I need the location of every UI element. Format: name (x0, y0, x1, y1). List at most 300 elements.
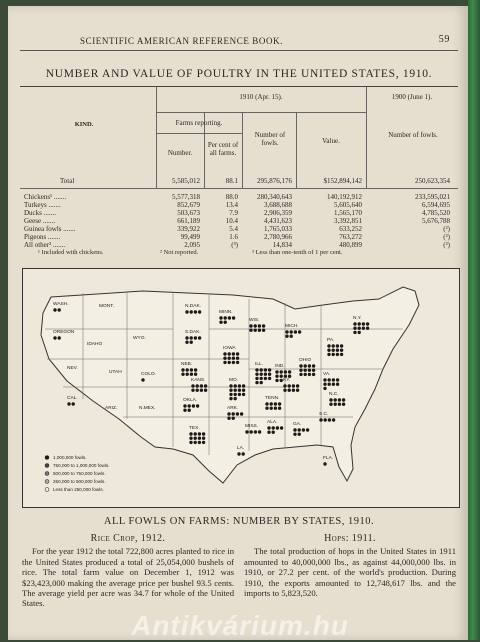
fowl-dot (293, 428, 296, 431)
fowl-dot (202, 432, 205, 435)
state-label: N.MEX. (139, 406, 156, 411)
fowl-dot (240, 412, 243, 415)
fowl-dot (194, 310, 197, 313)
row-fowls: 2,780,966 (264, 233, 292, 241)
fowl-dot (183, 409, 186, 412)
fowl-dot (329, 403, 332, 406)
fowl-dot (362, 327, 365, 330)
fowl-dot (262, 324, 265, 327)
fowl-dot (190, 310, 193, 313)
table-row (20, 217, 458, 225)
group-1910-header: 1910 (Apr. 15). (239, 93, 283, 101)
fowl-dot (285, 330, 288, 333)
footnote-1: ¹ Included with chickens. (38, 249, 104, 256)
fowl-dot (274, 402, 277, 405)
row-kind: Ducks ....... (24, 209, 56, 217)
fowl-dot (198, 310, 201, 313)
fowl-dot (186, 368, 189, 371)
fowl-dot (336, 353, 339, 356)
fowl-dot (323, 383, 326, 386)
fowl-dot (181, 368, 184, 371)
fowl-dot (358, 327, 361, 330)
fowl-dot (242, 389, 245, 392)
fowl-dot (183, 404, 186, 407)
row-value: 3,392,851 (334, 217, 362, 225)
fowl-dot (232, 417, 235, 420)
fowl-dot (255, 368, 258, 371)
fowl-dot (236, 357, 239, 360)
row-value: 480,899 (339, 241, 362, 249)
fowl-dot (312, 373, 315, 376)
fowl-dot (200, 389, 203, 392)
state-label: NEV. (67, 366, 78, 371)
state-label: IDAHO (87, 342, 103, 347)
page-number: 59 (438, 34, 450, 45)
state-label: IOWA (223, 346, 236, 351)
fowl-dot (342, 398, 345, 401)
row-fowls-1900: (²) (443, 241, 450, 249)
fowl-dot (198, 336, 201, 339)
fowl-dot (194, 373, 197, 376)
fowl-dot (249, 329, 252, 332)
fowl-dot (275, 379, 278, 382)
row-value: 5,605,640 (334, 201, 362, 209)
fowl-dot (332, 383, 335, 386)
fowl-dot (336, 378, 339, 381)
state-label: ARIZ. (105, 406, 118, 411)
fowl-dot (275, 370, 278, 373)
fowl-dot (245, 430, 248, 433)
fowl-dot (188, 409, 191, 412)
table-title: NUMBER AND VALUE OF POULTRY IN THE UNITED STATES, 1910. (45, 68, 433, 80)
fowl-dot (327, 344, 330, 347)
fowl-dot (270, 402, 273, 405)
poultry-map (22, 268, 460, 508)
fowl-dot (328, 383, 331, 386)
fowl-dot (229, 397, 232, 400)
state-label: N.DAK. (185, 304, 201, 309)
fowl-dot (290, 335, 293, 338)
fowl-dot (304, 373, 307, 376)
fowl-dot (185, 341, 188, 344)
fowl-dot (190, 341, 193, 344)
table-row (20, 225, 458, 233)
fowl-dot (328, 418, 331, 421)
fowl-dot (242, 452, 245, 455)
fowl-dot (324, 418, 327, 421)
total-fowls-1900: 250,623,354 (415, 177, 450, 185)
fowl-dot (278, 407, 281, 410)
fowl-dot (276, 426, 279, 429)
fowl-dot (250, 430, 253, 433)
state-label: CAL. (67, 396, 78, 401)
fowl-dot (238, 384, 241, 387)
fowl-dot (260, 368, 263, 371)
fowl-dot (228, 357, 231, 360)
fowl-dot (255, 377, 258, 380)
fowl-dot (264, 368, 267, 371)
fowl-dot (358, 322, 361, 325)
row-number: 661,189 (177, 217, 200, 225)
fowl-dot (283, 384, 286, 387)
us-map-svg (23, 269, 459, 507)
fowl-dot (188, 404, 191, 407)
fowl-dot (260, 373, 263, 376)
legend-marker (45, 472, 49, 476)
state-label: OREGON (53, 330, 75, 335)
fowl-dot (323, 387, 326, 390)
poultry-table (20, 86, 458, 249)
rice-article (22, 534, 234, 609)
state-label: LA. (237, 446, 245, 451)
fowl-dot (264, 373, 267, 376)
state-label: MICH. (285, 324, 299, 329)
fowl-dot (299, 364, 302, 367)
fowl-dot (267, 431, 270, 434)
row-percent: 1.6 (229, 233, 238, 241)
state-label: MINN. (219, 310, 233, 315)
fowl-dot (258, 430, 261, 433)
fowl-dot (223, 357, 226, 360)
fowl-dot (191, 389, 194, 392)
fowl-dot (234, 384, 237, 387)
fowl-dot (308, 369, 311, 372)
row-percent: 10.4 (225, 217, 238, 225)
fowl-dot (362, 322, 365, 325)
state-label: WIS. (249, 318, 260, 323)
fowl-dot (224, 316, 227, 319)
fowl-dot (58, 308, 61, 311)
row-fowls: 280,340,643 (257, 193, 292, 201)
fowl-dot (268, 368, 271, 371)
row-number: 339,922 (177, 225, 200, 233)
farms-reporting-header: Farms reporting. (175, 119, 223, 127)
fowl-dot (255, 381, 258, 384)
fowl-dot (280, 370, 283, 373)
fowl-dot (260, 377, 263, 380)
fowl-dot (254, 329, 257, 332)
fowl-dot (323, 378, 326, 381)
map-caption: ALL FOWLS ON FARMS: NUMBER BY STATES, 1910. (103, 516, 375, 527)
fowl-dot (189, 437, 192, 440)
fowl-dot (141, 378, 144, 381)
fowl-dot (196, 389, 199, 392)
state-label: S.DAK. (185, 330, 201, 335)
row-kind: Pigeons ....... (24, 233, 61, 241)
fowl-dot (293, 433, 296, 436)
fowl-dot (366, 322, 369, 325)
row-fowls: 2,906,359 (264, 209, 292, 217)
book-cover-edge (468, 0, 480, 640)
fowl-dot (194, 441, 197, 444)
fowl-dot (204, 389, 207, 392)
legend-label: 250,000 to 500,000 fowls. (53, 479, 106, 484)
value-header: Value. (322, 137, 340, 145)
fowl-dot (274, 407, 277, 410)
row-value: 1,565,170 (334, 209, 362, 217)
table-row (20, 193, 458, 201)
row-kind: Turkeys ....... (24, 201, 61, 209)
fowl-dot (328, 378, 331, 381)
fowl-dot (58, 336, 61, 339)
state-label: MISS. (245, 424, 259, 429)
fowl-dot (232, 361, 235, 364)
fowl-dot (236, 361, 239, 364)
fowl-dot (288, 384, 291, 387)
fowl-dot (242, 393, 245, 396)
fowl-dot (298, 330, 301, 333)
fowl-dot (196, 384, 199, 387)
fowl-dot (72, 402, 75, 405)
fowl-dot (332, 344, 335, 347)
total-label: Total (60, 177, 75, 185)
state-label: OKLA. (183, 398, 198, 403)
fowl-dot (67, 402, 70, 405)
fowl-dot (262, 329, 265, 332)
state-label: N.Y. (353, 316, 362, 321)
fowl-dot (192, 404, 195, 407)
fowl-dot (332, 349, 335, 352)
fowl-dot (204, 384, 207, 387)
total-value: $152,894,142 (323, 177, 362, 185)
fowl-dot (234, 393, 237, 396)
fowl-dot (53, 308, 56, 311)
fowl-dot (189, 432, 192, 435)
fowl-dot (234, 397, 237, 400)
fowl-dot (232, 357, 235, 360)
row-number: 503,673 (177, 209, 200, 217)
legend-marker (45, 464, 49, 468)
fowl-dot (340, 349, 343, 352)
fowl-dot (268, 373, 271, 376)
total-percent: 88.1 (225, 177, 238, 185)
hops-article (244, 534, 456, 598)
fowl-dot (340, 353, 343, 356)
fowl-dot (288, 370, 291, 373)
state-label: TENN. (265, 396, 280, 401)
state-label: ALA. (267, 420, 278, 425)
fowl-dot (190, 368, 193, 371)
fowl-dot (200, 384, 203, 387)
fowl-dot (194, 336, 197, 339)
fowl-dot (228, 361, 231, 364)
footnote-2: ² Not reported. (160, 249, 199, 256)
state-label: IND. (275, 364, 285, 369)
fowl-dot (194, 368, 197, 371)
row-kind: Geese ....... (24, 217, 56, 225)
fowl-dot (254, 324, 257, 327)
running-head (20, 36, 458, 51)
row-value: 763,272 (339, 233, 362, 241)
state-label: KY. (283, 378, 291, 383)
book-page (8, 6, 468, 640)
fowl-dot (229, 393, 232, 396)
fowl-dot (336, 344, 339, 347)
legend-label: Less than 250,000 fowls. (53, 487, 104, 492)
fowl-dot (53, 336, 56, 339)
fowl-dot (292, 389, 295, 392)
state-label: WASH. (53, 302, 69, 307)
fowl-dot (219, 316, 222, 319)
state-label: MO. (229, 378, 239, 383)
row-percent: 7.9 (229, 209, 238, 217)
fowl-dot (275, 375, 278, 378)
row-fowls: 14,834 (272, 241, 292, 249)
table-row (20, 241, 458, 249)
row-value: 140,192,912 (327, 193, 362, 201)
legend-label: 500,000 to 750,000 fowls. (53, 471, 106, 476)
state-label: KANS. (191, 378, 206, 383)
fowl-dot (284, 370, 287, 373)
map-legend (45, 455, 109, 492)
hops-heading: Hops: 1911. (324, 533, 376, 544)
state-label: GA. (293, 422, 302, 427)
fowl-dot (264, 377, 267, 380)
row-fowls-1900: (²) (443, 233, 450, 241)
state-label: FLA. (323, 456, 334, 461)
row-number: 5,577,318 (172, 193, 200, 201)
state-label: MONT. (99, 304, 114, 309)
row-fowls-1900: 233,595,021 (415, 193, 450, 201)
fowl-dot (329, 398, 332, 401)
percent-header: Per cent of all farms. (207, 141, 239, 157)
fowl-dot (332, 378, 335, 381)
fowl-dot (237, 452, 240, 455)
fowl-dot (242, 384, 245, 387)
state-label: NEB. (181, 362, 193, 367)
row-kind: All other³ ....... (24, 241, 66, 249)
state-label: OHIO (299, 358, 312, 363)
footnotes (20, 249, 458, 259)
fowl-dot (232, 352, 235, 355)
fowl-dot (306, 428, 309, 431)
fowl-dot (228, 316, 231, 319)
fowl-dot (283, 389, 286, 392)
fowl-dot (190, 373, 193, 376)
fowl-dot (298, 433, 301, 436)
fowl-dot (186, 373, 189, 376)
row-percent: 13.4 (225, 201, 238, 209)
fowl-dot (219, 321, 222, 324)
row-number: 2,095 (184, 241, 200, 249)
fowl-dot (181, 373, 184, 376)
row-fowls-1900: 4,785,520 (422, 209, 450, 217)
fowl-dot (353, 322, 356, 325)
fowl-dot (280, 426, 283, 429)
fowl-dot (229, 384, 232, 387)
state-label: VA. (323, 372, 331, 377)
fowl-dot (198, 432, 201, 435)
fowl-dot (265, 407, 268, 410)
fowl-dot (366, 327, 369, 330)
row-number: 852,679 (177, 201, 200, 209)
fowl-dot (319, 418, 322, 421)
fowl-dot (327, 349, 330, 352)
fowl-dot (334, 398, 337, 401)
fowl-dot (323, 462, 326, 465)
fowl-dot (342, 403, 345, 406)
group-1900-header: 1900 (June 1). (391, 93, 433, 101)
fowl-dot (294, 330, 297, 333)
footnote-3: ³ Less than one-tenth of 1 per cent. (252, 249, 343, 256)
fowl-dot (332, 418, 335, 421)
fowl-dot (236, 352, 239, 355)
fowl-dot (202, 441, 205, 444)
fowl-dot (258, 329, 261, 332)
fowl-dot (232, 412, 235, 415)
fowl-dot (185, 310, 188, 313)
fowl-dot (227, 412, 230, 415)
fowl-dot (296, 384, 299, 387)
fowl-dot (308, 364, 311, 367)
legend-marker (45, 456, 49, 460)
row-fowls-1900: 5,676,788 (422, 217, 450, 225)
fowl-dot (278, 402, 281, 405)
fowl-dot (272, 426, 275, 429)
fowl-dot (223, 352, 226, 355)
fowl-dot (304, 369, 307, 372)
fowl-dot (238, 389, 241, 392)
row-percent: 5.4 (229, 225, 238, 233)
legend-marker (45, 480, 49, 484)
fowl-dot (198, 437, 201, 440)
fowl-dot (202, 437, 205, 440)
fowl-dot (196, 404, 199, 407)
fowl-dot (290, 330, 293, 333)
fowl-dot (272, 431, 275, 434)
row-percent: (³) (231, 241, 238, 249)
state-label: TEX. (189, 426, 200, 431)
fowl-dot (308, 373, 311, 376)
legend-label: 750,000 to 1,000,000 fowls. (53, 463, 110, 468)
row-number: 99,499 (180, 233, 200, 241)
fowl-dot (185, 336, 188, 339)
fowl-dot (234, 389, 237, 392)
state-label: S.C. (319, 412, 329, 417)
fowls-1900-header: Number of fowls. (388, 131, 438, 139)
rice-text: For the year 1912 the total 722,800 acres planted to rice in the United States produced a total of 25,054,000 bushels of rice. The total farm value on December 1, 1912 was $23,423,000 making the average price per bushel 93.5 cents. The average yield per acre was 34.7 for whole of the United States. (22, 546, 234, 609)
state-label: WYO. (133, 336, 146, 341)
total-row (20, 177, 458, 185)
fowl-dot (255, 373, 258, 376)
row-fowls-1900: 6,594,695 (422, 201, 450, 209)
fowl-dot (302, 428, 305, 431)
fowl-dot (194, 437, 197, 440)
row-fowls-1900: (²) (443, 225, 450, 233)
fowl-dot (353, 327, 356, 330)
fowl-dot (227, 417, 230, 420)
fowl-dot (334, 403, 337, 406)
fowl-dot (285, 335, 288, 338)
fowl-dot (338, 403, 341, 406)
row-kind: Chickens¹ ....... (24, 193, 67, 201)
table-row (20, 201, 458, 209)
state-label: ILL. (255, 362, 264, 367)
number-header: Number. (167, 149, 193, 157)
fowl-dot (296, 389, 299, 392)
fowl-dot (191, 384, 194, 387)
fowl-dot (312, 369, 315, 372)
legend-label: 1,000,000 fowls. (53, 455, 87, 460)
total-number: 5,585,012 (172, 177, 200, 185)
row-fowls: 4,431,623 (264, 217, 292, 225)
fowl-dot (265, 402, 268, 405)
fowl-dot (258, 324, 261, 327)
fowl-dot (338, 398, 341, 401)
rice-heading: Rice Crop, 1912. (90, 533, 166, 544)
hops-text: The total production of hops in the United States in 1911 amounted to 40,000,000 lbs., as against 44,000,000 lbs. in 1910, or 27.2 per cent. of the world's production. During 1910, the exports amounted to 12,748,617 lbs. and the imports to 5,823,520. (244, 546, 456, 599)
fowl-dot (228, 352, 231, 355)
